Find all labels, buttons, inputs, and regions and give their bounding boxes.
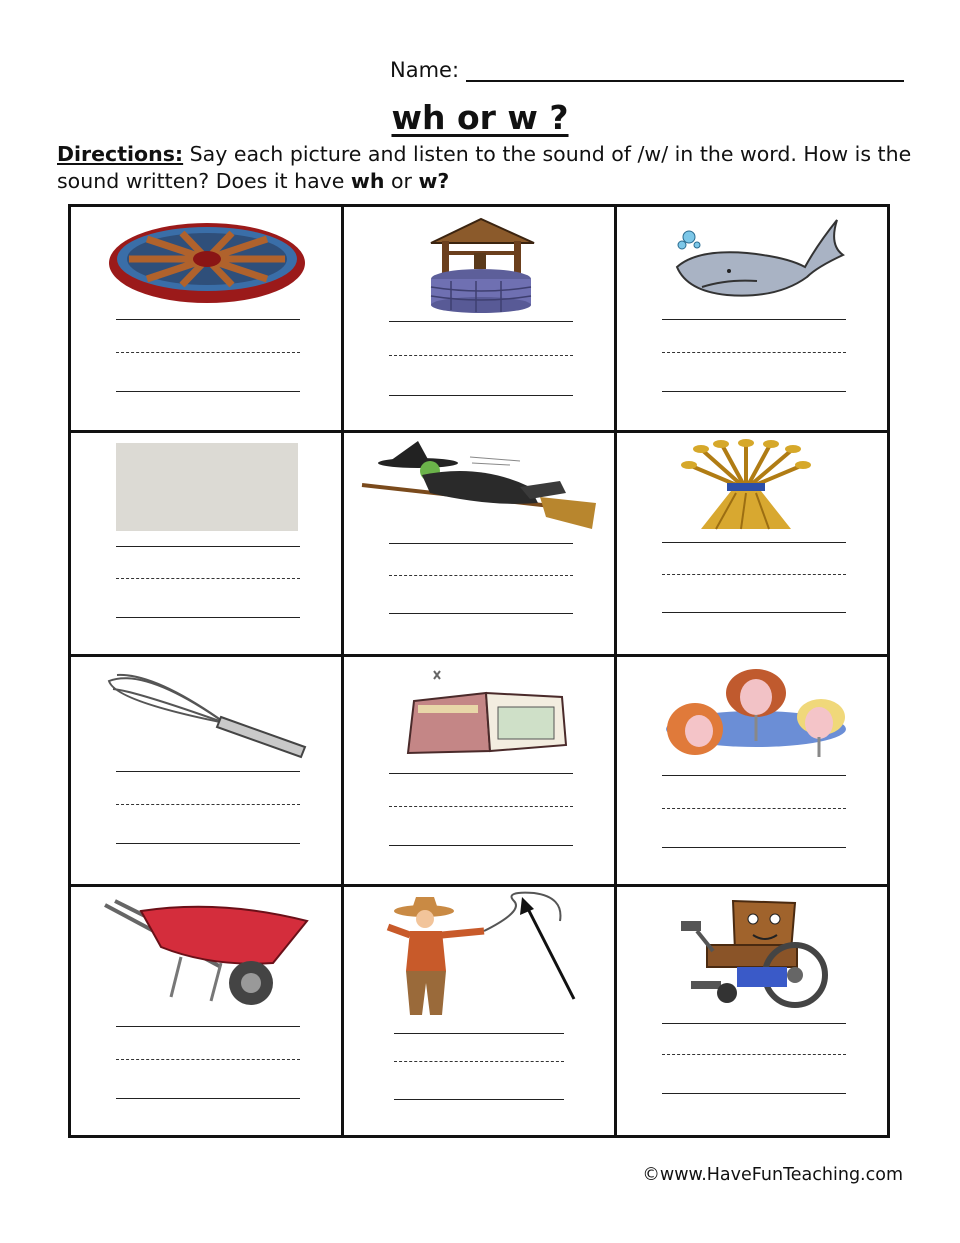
cell-cowboy-whip xyxy=(344,887,617,1135)
directions-bold-wh: wh xyxy=(350,169,385,193)
directions-bold-w: w? xyxy=(418,169,450,193)
cell-whale xyxy=(617,207,887,433)
name-line[interactable] xyxy=(466,80,904,82)
wheat-icon xyxy=(681,439,811,531)
cowboy-whip-icon xyxy=(384,891,584,1021)
directions-text-2: or xyxy=(384,169,419,193)
whisk-icon xyxy=(105,667,315,759)
cell-blank-picture xyxy=(71,433,344,657)
page-title: wh or w ? xyxy=(391,98,569,137)
cell-wheelchair xyxy=(617,887,887,1135)
directions-text-1: Say each picture and listen to the sound of /w/ in the word. How is the sound written? Does it have xyxy=(57,142,912,193)
cell-wheelbarrow xyxy=(71,887,344,1135)
cell-wagon-wheel xyxy=(71,207,344,433)
directions xyxy=(57,141,917,195)
wheelchair-icon xyxy=(677,895,837,1011)
blank-picture-icon xyxy=(116,443,298,531)
wigs-icon xyxy=(661,665,851,765)
witch-icon xyxy=(360,437,600,533)
cell-whisk xyxy=(71,657,344,887)
wallet-icon xyxy=(394,663,574,755)
footer-copyright[interactable]: ©www.HaveFunTeaching.com xyxy=(642,1165,903,1185)
cell-wheat xyxy=(617,433,887,657)
worksheet-grid xyxy=(68,204,890,1138)
cell-wishing-well xyxy=(344,207,617,433)
cell-wallet xyxy=(344,657,617,887)
name-label: Name: xyxy=(390,58,460,82)
wishing-well-icon xyxy=(416,215,546,313)
directions-label: Directions: xyxy=(57,142,184,166)
wheelbarrow-icon xyxy=(101,897,311,1015)
whale-icon xyxy=(667,215,847,307)
wagon-wheel-icon xyxy=(107,219,307,309)
cell-wigs xyxy=(617,657,887,887)
cell-witch xyxy=(344,433,617,657)
